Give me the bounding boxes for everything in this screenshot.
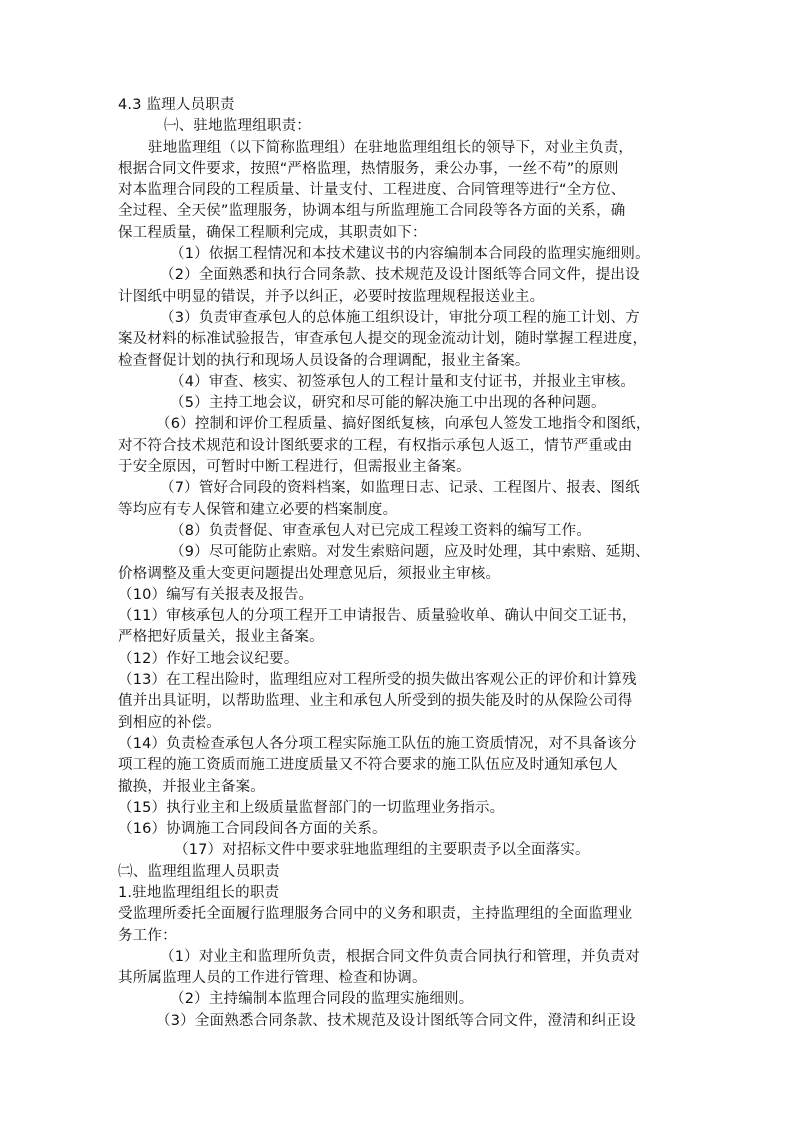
- text-line: 检查督促计划的执行和现场人员设备的合理调配，报业主备案。: [118, 352, 530, 369]
- text-line: ㈠、驻地监理组职责：: [164, 118, 311, 135]
- text-line: 全过程、全天侯”监理服务，协调本组与所监理施工合同段等各方面的关系，确: [118, 203, 626, 220]
- text-line: 受监理所委托全面履行监理服务合同中的义务和职责，主持监理组的全面监理业: [118, 906, 633, 923]
- text-line: 4.3 监理人员职责: [118, 97, 235, 113]
- document-body: [118, 95, 678, 1032]
- text-line: （16）协调施工合同段间各方面的关系。: [118, 821, 387, 838]
- text-line: （5）主持工地会议，研究和尽可能的解决施工中出现的各种问题。: [170, 395, 606, 412]
- text-line: 等均应有专人保管和建立必要的档案制度。: [118, 501, 398, 518]
- text-line: 务工作：: [118, 927, 177, 944]
- text-line: （13）在工程出险时，监理组应对工程所受的损失做出客观公正的评价和计算残: [118, 672, 637, 689]
- text-line: 值并出具证明，以帮助监理、业主和承包人所受到的损失能及时的从保险公司得: [118, 693, 633, 710]
- text-line: （15）执行业主和上级质量监督部门的一切监理业务指示。: [118, 799, 505, 816]
- text-line: 保工程质量，确保工程顺利完成，其职责如下：: [118, 224, 427, 241]
- text-line: ㈡、监理组监理人员职责: [118, 863, 280, 880]
- text-line: 严格把好质量关，报业主备案。: [118, 629, 324, 646]
- text-line: （11）审核承包人的分项工程开工申请报告、质量验收单、确认中间交工证书，: [118, 608, 637, 625]
- text-line: 对不符合技术规范和设计图纸要求的工程，有权指示承包人返工，情节严重或由: [118, 437, 633, 454]
- text-line: （10）编写有关报表及报告。: [118, 586, 314, 603]
- text-line: （2）主持编制本监理合同段的监理实施细则。: [170, 991, 474, 1008]
- text-line: （4）审查、核实、初签承包人的工程计量和支付证书，并报业主审核。: [170, 373, 636, 390]
- text-line: （3）负责审查承包人的总体施工组织设计，审批分项工程的施工计划、方: [160, 309, 640, 326]
- text-line: （8）负责督促、审查承包人对已完成工程竣工资料的编写工作。: [170, 522, 592, 539]
- text-line: 根据合同文件要求，按照“严格监理，热情服务，秉公办事，一丝不苟”的原则: [118, 160, 619, 177]
- text-line: 到相应的补偿。: [118, 714, 221, 731]
- text-line: 对本监理合同段的工程质量、计量支付、工程进度、合同管理等进行“全方位、: [118, 182, 626, 199]
- text-line: 计图纸中明显的错误，并予以纠正，必要时按监理规程报送业主。: [118, 288, 545, 305]
- text-line: 项工程的施工资质而施工进度质量又不符合要求的施工队伍应及时通知承包人: [118, 757, 618, 774]
- text-line: 驻地监理组（以下简称监理组）在驻地监理组组长的领导下，对业主负责，: [148, 139, 634, 156]
- text-line: 撤换，并报业主备案。: [118, 778, 265, 795]
- text-line: （2）全面熟悉和执行合同条款、技术规范及设计图纸等合同文件，提出设: [160, 267, 640, 284]
- text-line: （7）管好合同段的资料档案，如监理日志、记录、工程图片、报表、图纸: [160, 480, 640, 497]
- text-line: （6）控制和评价工程质量、搞好图纸复核，向承包人签发工地指令和图纸，: [156, 416, 651, 433]
- text-line: （14）负责检查承包人各分项工程实际施工队伍的施工资质情况，对不具备该分: [118, 735, 637, 752]
- text-line: （12）作好工地会议纪要。: [118, 650, 299, 667]
- text-line: 其所属监理人员的工作进行管理、检查和协调。: [118, 970, 427, 987]
- text-line: （9）尽可能防止索赔。对发生索赔问题，应及时处理，其中索赔、延期、: [170, 544, 650, 561]
- text-line: 案及材料的标准试验报告，审查承包人提交的现金流动计划，随时掌握工程进度，: [118, 331, 648, 348]
- text-line: （3）全面熟悉合同条款、技术规范及设计图纸等合同文件，澄清和纠正设: [156, 1012, 636, 1029]
- text-line: （1）对业主和监理所负责，根据合同文件负责合同执行和管理，并负责对: [160, 948, 640, 965]
- text-line: 价格调整及重大变更问题提出处理意见后，须报业主审核。: [118, 565, 501, 582]
- text-line: 1.驻地监理组组长的职责: [118, 884, 280, 901]
- text-line: （17）对招标文件中要求驻地监理组的主要职责予以全面落实。: [174, 842, 590, 859]
- text-line: 于安全原因，可暂时中断工程进行，但需报业主备案。: [118, 459, 471, 476]
- text-line: （1）依据工程情况和本技术建议书的内容编制本合同段的监理实施细则。: [170, 246, 650, 263]
